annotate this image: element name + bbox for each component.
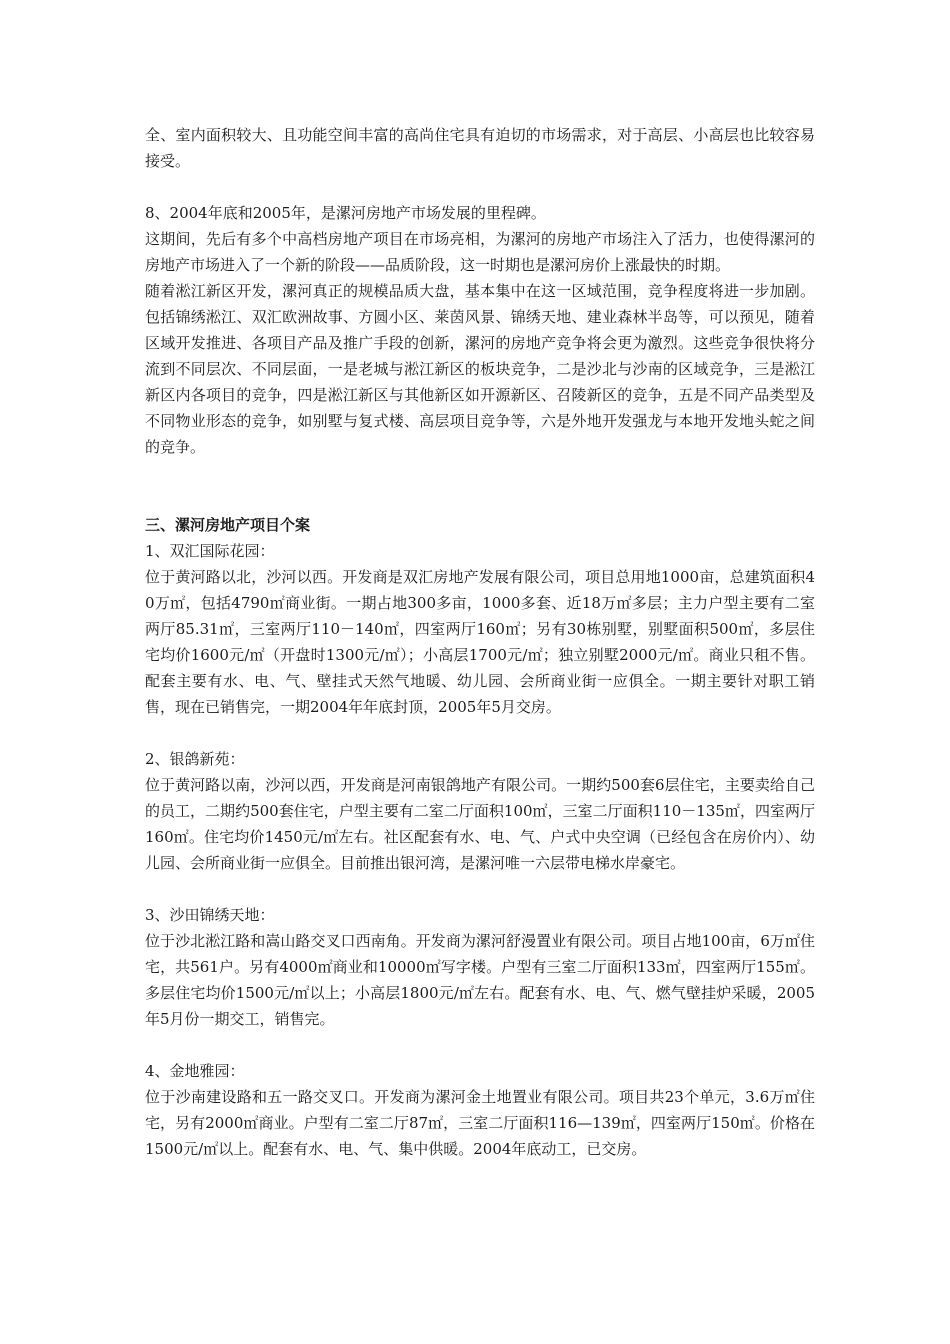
project-2-body: 位于黄河路以南，沙河以西，开发商是河南银鸽地产有限公司。一期约500套6层住宅，主要卖给自己的员工，二期约500套住宅，户型主要有二室二厅面积100㎡，三室二厅面积110－135㎡，四室两厅160㎡。住宅均价1450元/㎡左右。社区配套有水、电、气、户式中央空调（已经包含在房价内）、幼儿园、会所商业街一应俱全。目前推出银河湾，是漯河唯一六层带电梯水岸豪宅。 [145, 776, 815, 872]
project-3-body: 位于沙北淞江路和嵩山路交叉口西南角。开发商为漯河舒漫置业有限公司。项目占地100亩，6万㎡住宅，共561户。另有4000㎡商业和10000㎡写字楼。户型有三室二厅面积133㎡，四室两厅155㎡。多层住宅均价1500元/㎡以上；小高层1800元/㎡左右。配套有水、电、气、燃气壁挂炉采暖，2005年5月份一期交工，销售完。 [145, 932, 815, 1028]
project-3-title: 3、沙田锦绣天地： [145, 906, 275, 924]
project-1-title: 1、双汇国际花园： [145, 542, 275, 560]
project-1-body: 位于黄河路以北，沙河以西。开发商是双汇房地产发展有限公司，项目总用地1000亩，总建筑面积40万㎡，包括4790㎡商业街。一期占地300多亩，1000多套、近18万㎡多层；主力户型主要有二室两厅85.31㎡，三室两厅110－140㎡，四室两厅160㎡；另有30栋别墅，别墅面积500㎡，多层住宅均价1600元/㎡（开盘时1300元/㎡）；小高层1700元/㎡；独立别墅2000元/㎡。商业只租不售。配套主要有水、电、气、壁挂式天然气地暖、幼儿园、会所商业街一应俱全。一期主要针对职工销售，现在已销售完，一期2004年年底封顶，2005年5月交房。 [145, 568, 815, 716]
point-8-paragraph-2: 随着淞江新区开发，漯河真正的规模品质大盘，基本集中在这一区域范围，竞争程度将进一步加剧。包括锦绣淞江、双汇欧洲故事、方圆小区、莱茵风景、锦绣天地、建业森林半岛等，可以预见，随着区域开发推进、各项目产品及推广手段的创新，漯河的房地产竞争将会更为激烈。这些竞争很快将分流到不同层次、不同层面，一是老城与淞江新区的板块竞争，二是沙北与沙南的区域竞争，三是淞江新区内各项目的竞争，四是淞江新区与其他新区如开源新区、召陵新区的竞争，五是不同产品类型及不同物业形态的竞争，如别墅与复式楼、高层项目竞争等，六是外地开发强龙与本地开发地头蛇之间的竞争。 [145, 282, 815, 456]
project-4-body: 位于沙南建设路和五一路交叉口。开发商为漯河金土地置业有限公司。项目共23个单元，3.6万㎡住宅，另有2000㎡商业。户型有二室二厅87㎡，三室二厅面积116—139㎡，四室两厅150㎡。价格在1500元/㎡以上。配套有水、电、气、集中供暖。2004年底动工，已交房。 [145, 1088, 815, 1158]
intro-paragraph: 全、室内面积较大、且功能空间丰富的高尚住宅具有迫切的市场需求，对于高层、小高层也比较容易接受。 [145, 126, 815, 170]
point-8-paragraph-1: 这期间，先后有多个中高档房地产项目在市场亮相，为漯河的房地产市场注入了活力，也使得漯河的房地产市场进入了一个新的阶段——品质阶段，这一时期也是漯河房价上涨最快的时期。 [145, 230, 815, 274]
document-body [145, 122, 815, 1162]
point-8-title: 8、2004年底和2005年，是漯河房地产市场发展的里程碑。 [145, 204, 546, 222]
spacer [145, 876, 815, 902]
spacer [145, 1032, 815, 1058]
project-4-title: 4、金地雅园： [145, 1062, 245, 1080]
project-2-title: 2、银鸽新苑： [145, 750, 245, 768]
section-3-heading: 三、漯河房地产项目个案 [145, 516, 311, 534]
spacer [145, 174, 815, 200]
spacer [145, 720, 815, 746]
spacer [145, 460, 815, 512]
